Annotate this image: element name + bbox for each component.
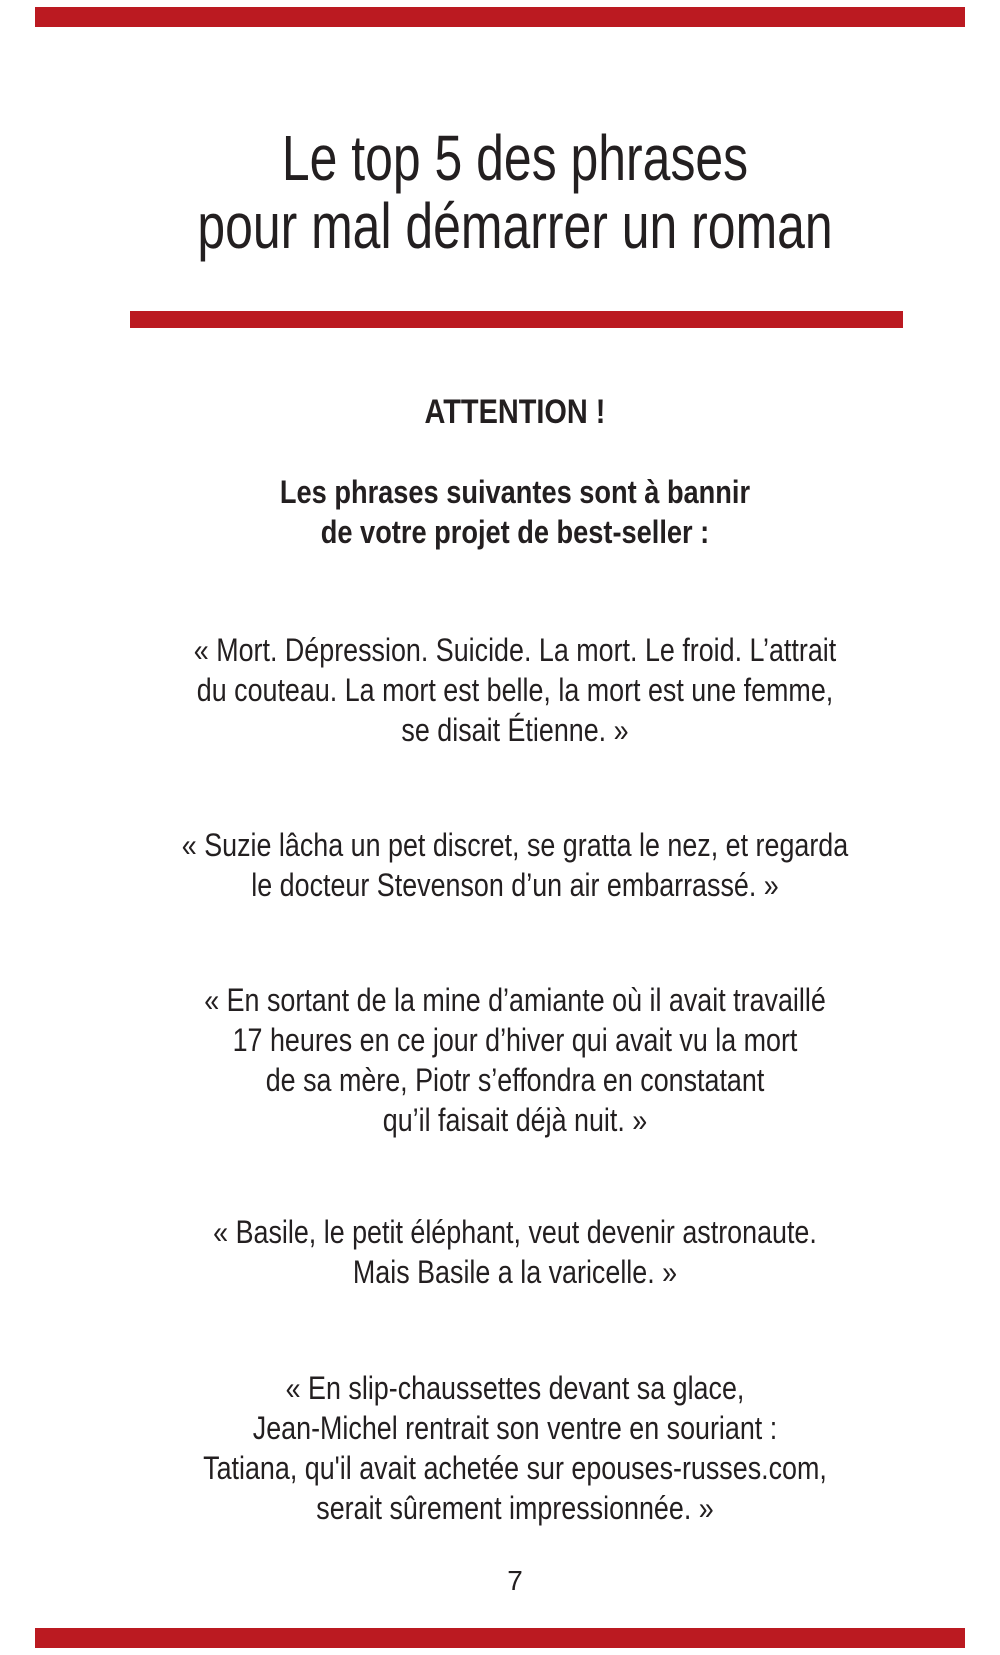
bottom-accent-bar xyxy=(35,1628,965,1648)
quote-line: Jean-Michel rentrait son ventre en souriant : xyxy=(252,1410,778,1446)
warning-intro xyxy=(111,472,919,552)
quote-line: du couteau. La mort est belle, la mort est une femme, xyxy=(196,672,834,708)
quote-line: Mais Basile a la varicelle. » xyxy=(352,1254,678,1290)
warning-intro-line-1: Les phrases suivantes sont à bannir xyxy=(279,474,751,510)
quote-line: serait sûrement impressionnée. » xyxy=(316,1490,714,1526)
quote-line: « En slip-chaussettes devant sa glace, xyxy=(285,1370,745,1406)
chapter-title xyxy=(145,124,886,260)
warning-intro-line-2: de votre projet de best-seller : xyxy=(320,514,710,550)
quote-line: « En sortant de la mine d’amiante où il avait travaillé xyxy=(204,982,826,1018)
quote-line: de sa mère, Piotr s’effondra en constatant xyxy=(265,1062,765,1098)
title-rule xyxy=(130,311,903,328)
quote-line: Tatiana, qu'il avait achetée sur epouses-russes.com, xyxy=(203,1450,827,1486)
quote-line: « Mort. Dépression. Suicide. La mort. Le froid. L’attrait xyxy=(193,632,837,668)
page-number: 7 xyxy=(507,1565,523,1596)
quote-5 xyxy=(116,1368,914,1528)
quote-line: le docteur Stevenson d’un air embarrassé. » xyxy=(251,867,779,903)
quote-4 xyxy=(116,1212,914,1292)
quote-line: qu’il faisait déjà nuit. » xyxy=(382,1102,648,1138)
quote-line: se disait Étienne. » xyxy=(401,712,629,748)
warning-heading: ATTENTION ! xyxy=(424,393,606,431)
quote-1 xyxy=(116,630,914,750)
quote-line: « Basile, le petit éléphant, veut devenir astronaute. xyxy=(213,1214,817,1250)
quote-3 xyxy=(116,980,914,1140)
top-accent-bar xyxy=(35,7,965,27)
quote-line: « Suzie lâcha un pet discret, se gratta le nez, et regarda xyxy=(181,827,849,863)
chapter-title-line-1: Le top 5 des phrases xyxy=(281,122,749,194)
quote-2 xyxy=(116,825,914,905)
quote-line: 17 heures en ce jour d’hiver qui avait vu la mort xyxy=(232,1022,798,1058)
chapter-title-line-2: pour mal démarrer un roman xyxy=(197,190,833,262)
